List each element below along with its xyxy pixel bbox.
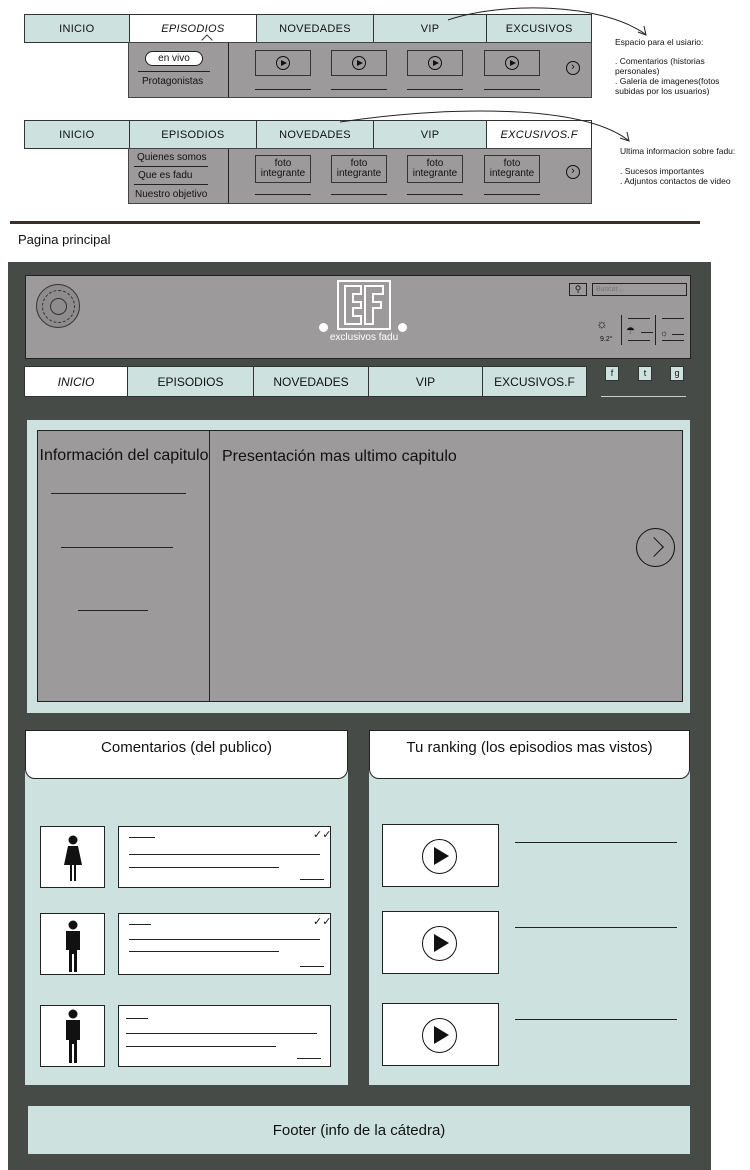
note-title: Ultima informacion sobre fadu: <box>620 146 736 156</box>
comment-line <box>129 867 279 868</box>
comment-card[interactable] <box>118 913 331 975</box>
twitter-icon[interactable]: t <box>638 366 652 381</box>
tab-novedades[interactable]: NOVEDADES <box>257 15 374 42</box>
next-arrow-icon[interactable] <box>636 528 675 567</box>
section-title: Pagina principal <box>18 232 111 247</box>
comment-line <box>129 854 320 855</box>
tab-episodios[interactable]: EPISODIOS <box>130 15 258 42</box>
play-icon <box>352 56 366 70</box>
person-female-icon <box>41 827 104 887</box>
video-thumb[interactable] <box>331 50 387 76</box>
logo-text: exclusivos fadu <box>329 332 399 343</box>
video-thumb[interactable] <box>484 50 540 76</box>
photo-thumb[interactable]: foto integrante <box>255 155 311 183</box>
footer <box>28 1106 690 1154</box>
photo-thumb[interactable]: foto integrante <box>484 155 540 183</box>
play-icon <box>422 1018 457 1053</box>
facebook-icon[interactable]: f <box>605 366 619 381</box>
tab-excusivos[interactable]: EXCUSIVOS <box>505 22 573 35</box>
ranked-video[interactable] <box>382 911 499 974</box>
search-icon[interactable]: ⚲ <box>569 283 587 296</box>
comment-line <box>300 879 324 880</box>
note-title: Espacio para el usiario: <box>615 37 704 47</box>
forecast-line <box>628 340 650 341</box>
tab-novedades[interactable]: NOVEDADES <box>254 367 369 396</box>
comment-card[interactable] <box>118 1005 331 1067</box>
photo-thumb[interactable]: foto integrante <box>331 155 387 183</box>
caption-line <box>255 194 311 195</box>
divider <box>621 315 622 345</box>
chapter-info-title: Información del capitulo <box>39 447 209 464</box>
google-icon[interactable]: g <box>670 366 684 381</box>
person-male-icon <box>41 1006 104 1066</box>
tab-episodios[interactable]: EPISODIOS <box>128 367 254 396</box>
logo-dot <box>319 323 328 332</box>
comment-card[interactable] <box>118 826 331 888</box>
divider <box>655 315 656 345</box>
logo-mark-icon <box>339 282 389 328</box>
avatar <box>40 913 105 975</box>
caption-line <box>484 89 540 90</box>
forecast-line <box>628 318 650 319</box>
forecast-line <box>672 334 684 335</box>
comment-line <box>129 951 279 952</box>
forecast-line <box>641 332 653 333</box>
chevron-right-icon[interactable]: › <box>566 61 580 75</box>
tab-vip[interactable]: VIP <box>374 121 488 148</box>
forecast-line <box>662 340 684 341</box>
nuestro-objetivo-link[interactable]: Nuestro objetivo <box>135 189 208 200</box>
caption-line <box>407 194 463 195</box>
note-item: . Sucesos importantes <box>620 166 705 176</box>
comment-line <box>300 966 324 967</box>
chevron-right-icon[interactable]: › <box>566 165 580 179</box>
divider <box>134 184 208 185</box>
que-es-fadu-link[interactable]: Que es fadu <box>138 170 193 181</box>
play-icon <box>505 56 519 70</box>
divider <box>138 71 210 72</box>
tab-excusivos[interactable]: EXCUSIVOS.F <box>487 121 591 148</box>
tab-inicio[interactable]: INICIO <box>25 121 130 148</box>
section-separator <box>10 221 700 224</box>
ranking-title: Tu ranking (los episodios mas vistos) <box>369 730 690 779</box>
tab-inicio[interactable]: INICIO <box>25 367 128 396</box>
partly-cloudy-icon: ☼ <box>660 328 669 338</box>
note-item: . Galeria de imagenes(fotos subidas por los usuarios) <box>615 76 720 96</box>
main-nav <box>24 366 587 397</box>
tab-novedades[interactable]: NOVEDADES <box>257 121 374 148</box>
avatar <box>40 826 105 888</box>
annotation-arrow-icon <box>330 106 640 148</box>
info-line <box>61 547 173 548</box>
live-button[interactable]: en vivo <box>145 51 203 66</box>
note-item: . Comentarios (historias personales) <box>615 56 705 76</box>
tab-episodios[interactable]: EPISODIOS <box>130 121 258 148</box>
forecast-line <box>662 318 684 319</box>
ranked-video[interactable] <box>382 824 499 887</box>
photo-thumb[interactable]: foto integrante <box>407 155 463 183</box>
tab-vip[interactable]: VIP <box>369 367 483 396</box>
ranked-title-line <box>515 927 677 928</box>
university-seal-logo <box>36 284 80 328</box>
comment-line <box>297 1058 321 1059</box>
comment-line <box>126 1018 148 1019</box>
ranked-title-line <box>515 842 677 843</box>
social-underline <box>601 396 686 397</box>
note-usuario <box>615 37 745 96</box>
comment-line <box>126 1046 276 1047</box>
play-icon <box>422 926 457 961</box>
site-logo[interactable] <box>337 280 391 330</box>
tab-inicio[interactable]: INICIO <box>25 15 130 42</box>
comment-line <box>129 924 151 925</box>
play-icon <box>422 839 457 874</box>
caption-line <box>255 89 311 90</box>
double-check-icon: ✓✓ <box>313 916 332 928</box>
ranked-title-line <box>515 1019 677 1020</box>
footer-text: Footer (info de la cátedra) <box>272 1121 446 1139</box>
caption-line <box>331 194 387 195</box>
note-item: . Adjuntos contactos de video <box>620 176 731 186</box>
rain-icon: ☂ <box>626 326 635 337</box>
hero-card <box>37 430 683 702</box>
quienes-somos-link[interactable]: Quienes somos <box>137 152 207 163</box>
person-male-icon <box>41 914 104 974</box>
info-line <box>51 493 186 494</box>
play-icon <box>428 56 442 70</box>
comment-line <box>126 1033 317 1034</box>
temperature: 9.2° <box>600 336 613 343</box>
sun-cloud-icon: ☼ <box>596 316 608 331</box>
comments-title: Comentarios (del publico) <box>25 730 348 779</box>
note-fadu <box>620 146 746 186</box>
comment-line <box>129 837 155 838</box>
tab-excusivos[interactable]: EXCUSIVOS.F <box>494 374 575 389</box>
avatar <box>40 1005 105 1067</box>
protagonistas-link[interactable]: Protagonistas <box>142 76 204 87</box>
tab-vip[interactable]: VIP <box>374 15 488 42</box>
double-check-icon: ✓✓ <box>313 829 332 841</box>
logo-dot <box>398 323 407 332</box>
hero-title: Presentación mas ultimo capitulo <box>222 448 457 465</box>
caption-line <box>331 89 387 90</box>
video-thumb[interactable] <box>407 50 463 76</box>
video-thumb[interactable] <box>255 50 311 76</box>
search-input[interactable] <box>592 283 687 296</box>
divider <box>134 166 208 167</box>
play-icon <box>276 56 290 70</box>
comment-line <box>129 939 320 940</box>
info-line <box>78 610 148 611</box>
ranked-video[interactable] <box>382 1003 499 1066</box>
chapter-info-panel <box>38 431 210 701</box>
caption-line <box>484 194 540 195</box>
caption-line <box>407 89 463 90</box>
